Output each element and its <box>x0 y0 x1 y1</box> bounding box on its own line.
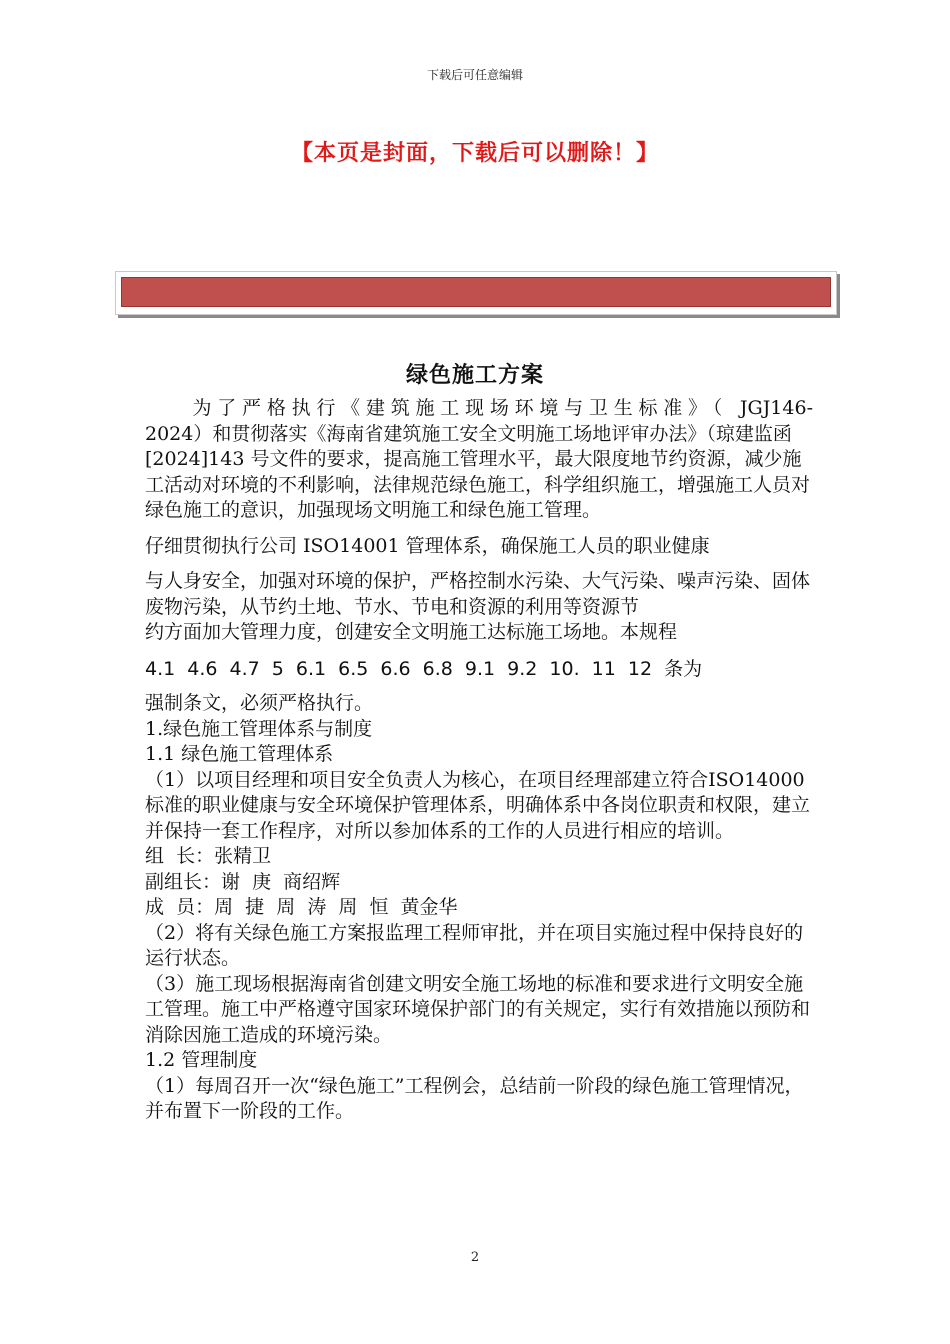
paragraph-intro-line1: 为了严格执行《建筑施工现场环境与卫生标准》（ JGJ146- <box>192 397 813 419</box>
paragraph-intro-rest: 2024）和贯彻落实《海南省建筑施工安全文明施工场地评审办法》（琼建监函[2024]143 号文件的要求，提高施工管理水平，最大限度地节约资源，减少施工活动对环境的不利影响，法律规范绿色施工，科学组织施工，增强施工人员对绿色施工的意识，加强现场文明施工和绿色施工管理。 <box>145 422 811 521</box>
heading-section-1-2: 1.2 管理制度 <box>145 1049 258 1071</box>
heading-section-1-1: 1.1 绿色施工管理体系 <box>145 743 334 765</box>
page-header-note: 下载后可任意编辑 <box>426 68 523 82</box>
team-members-line: 成 员：周 捷 周 涛 周 恒 黄金华 <box>145 896 458 918</box>
paragraph-iso14001: 仔细贯彻执行公司 ISO14001 管理体系，确保施工人员的职业健康 <box>145 534 710 557</box>
paragraph-item-1: （1）以项目经理和项目安全负责人为核心，在项目经理部建立符合ISO14000 标准的职业健康与安全环境保护管理体系，明确体系中各岗位职责和权限，建立并保持一套工作程序，对所以参加体系的工作的人员进行相应的培训。 <box>145 768 811 842</box>
deputy-leader-line: 副组长：谢 庚 商绍辉 <box>145 870 341 893</box>
document-body <box>145 396 813 1125</box>
team-leader-line: 组 长：张精卫 <box>145 845 272 867</box>
paragraph-item-3: （3）施工现场根据海南省创建文明安全施工场地的标准和要求进行文明安全施工管理。施工中严格遵守国家环境保护部门的有关规定，实行有效措施以预防和消除因施工造成的环境污染。 <box>145 972 811 1046</box>
heading-section-1: 1.绿色施工管理体系与制度 <box>145 717 373 740</box>
page-number: 2 <box>470 1250 480 1265</box>
paragraph-item-2: （2）将有关绿色施工方案报监理工程师审批，并在项目实施过程中保持良好的运行状态。 <box>145 921 804 969</box>
paragraph-management: 约方面加大管理力度，创建安全文明施工达标施工场地。本规程 <box>145 621 678 643</box>
paragraph-clause-numbers: 4.1 4.6 4.7 5 6.1 6.5 6.6 6.8 9.1 9.2 10. 11 12 条为 <box>145 657 703 680</box>
paragraph-weekly-meeting: （1）每周召开一次“绿色施工”工程例会，总结前一阶段的绿色施工管理情况，并布置下一阶段的工作。 <box>145 1074 804 1122</box>
paragraph-mandatory: 强制条文，必须严格执行。 <box>145 692 374 714</box>
document-title: 绿色施工方案 <box>405 362 544 388</box>
banner-red-bar <box>121 277 831 307</box>
paragraph-environment: 与人身安全，加强对环境的保护，严格控制水污染、大气污染、噪声污染、固体废物污染，从节约土地、节水、节电和资源的利用等资源节 <box>145 570 811 618</box>
cover-delete-notice: 【本页是封面，下载后可以删除！】 <box>290 140 659 166</box>
decorative-banner <box>115 271 837 315</box>
